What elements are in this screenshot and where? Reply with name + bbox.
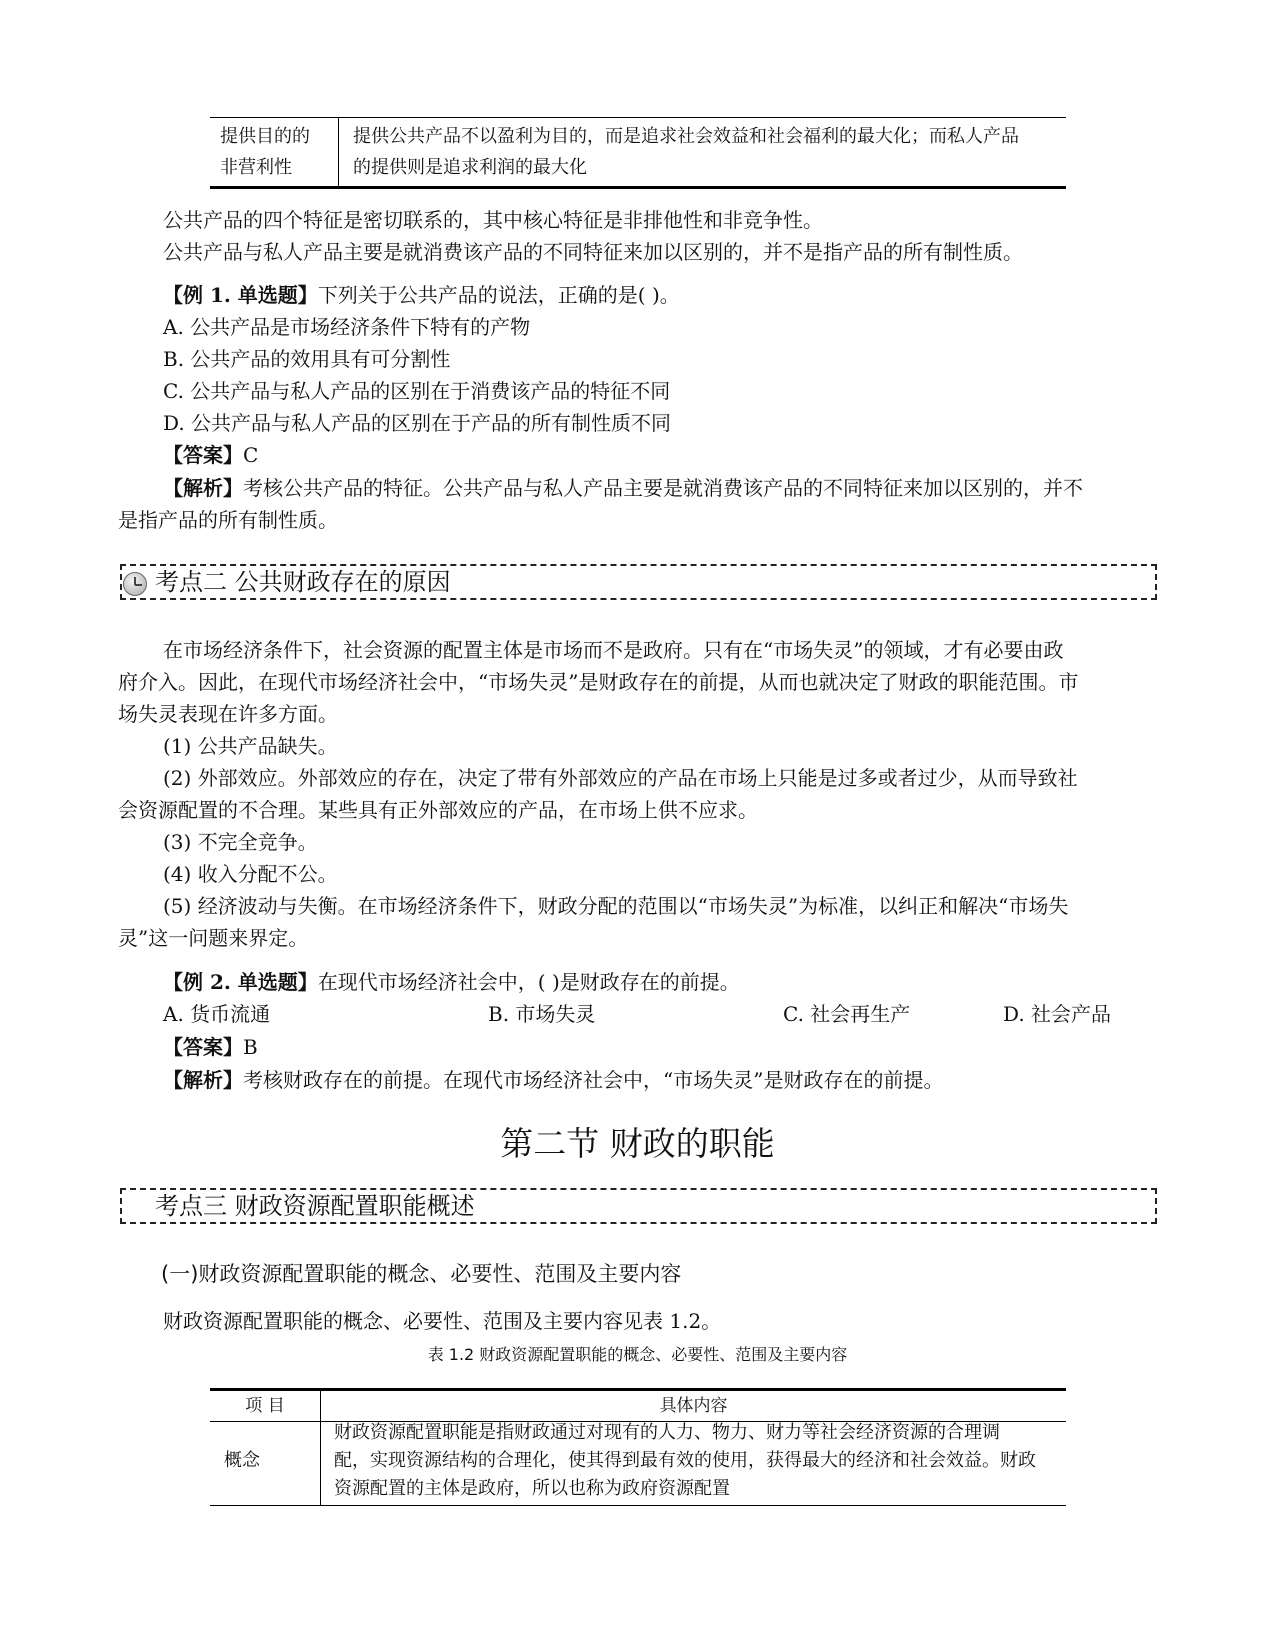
kaodian3-title: 考点三 财政资源配置职能概述 <box>155 1192 475 1220</box>
example2-analysis-tag: 【解析】 <box>163 1068 243 1092</box>
example1-answer-value: C <box>243 443 259 467</box>
example2-answer-tag: 【答案】 <box>163 1035 243 1059</box>
top-table <box>210 117 1066 189</box>
concept-table <box>210 1388 1066 1506</box>
section-title: 第二节 财政的职能 <box>500 1124 775 1163</box>
kaodian2-para-line2: 府介入。因此，在现代市场经济社会中，“市场失灵”是财政存在的前提，从而也就决定了财政的职能范围。市 <box>118 670 1079 694</box>
table-header-item: 项 目 <box>245 1396 285 1416</box>
example2-option-a: A. 货币流通 <box>163 1002 271 1026</box>
kaodian2-item1: (1) 公共产品缺失。 <box>163 734 338 758</box>
example1-option-a: A. 公共产品是市场经济条件下特有的产物 <box>163 315 531 339</box>
table-row-text-line1: 财政资源配置职能是指财政通过对现有的人力、物力、财力等社会经济资源的合理调 <box>334 1422 1000 1443</box>
example2-tag: 【例 2. 单选题】 <box>163 970 318 994</box>
intro-line2: 公共产品与私人产品主要是就消费该产品的不同特征来加以区别的，并不是指产品的所有制性质。 <box>163 240 1023 264</box>
table-caption: 表 1.2 财政资源配置职能的概念、必要性、范围及主要内容 <box>427 1345 848 1364</box>
table-row-label: 概念 <box>224 1450 260 1471</box>
example1-tag: 【例 1. 单选题】 <box>163 283 318 307</box>
example1-option-b: B. 公共产品的效用具有可分割性 <box>163 347 451 371</box>
example1-analysis-tag: 【解析】 <box>163 476 243 500</box>
kaodian2-para-line3: 场失灵表现在许多方面。 <box>118 702 338 726</box>
example2-option-d: D. 社会产品 <box>1003 1002 1112 1026</box>
table-header-content: 具体内容 <box>659 1396 728 1416</box>
example1-option-c: C. 公共产品与私人产品的区别在于消费该产品的特征不同 <box>163 379 671 403</box>
table-row-text-line2: 配，实现资源结构的合理化，使其得到最有效的使用，获得最大的经济和社会效益。财政 <box>334 1450 1036 1471</box>
example2-analysis-text: 考核财政存在的前提。在现代市场经济社会中，“市场失灵”是财政存在的前提。 <box>243 1068 944 1092</box>
example2-question <box>163 966 740 998</box>
kaodian2-item2-line1: (2) 外部效应。外部效应的存在，决定了带有外部效应的产品在市场上只能是过多或者过少，从而导致社 <box>163 766 1078 790</box>
kaodian2-para-line1: 在市场经济条件下，社会资源的配置主体是市场而不是政府。只有在“市场失灵”的领域，才有必要由政 <box>163 638 1064 662</box>
example1-answer <box>163 439 258 471</box>
kaodian2-title: 考点二 公共财政存在的原因 <box>155 568 451 596</box>
example1-answer-tag: 【答案】 <box>163 443 243 467</box>
table-row-text-line3: 资源配置的主体是政府，所以也称为政府资源配置 <box>334 1478 730 1499</box>
example2-answer-value: B <box>243 1035 258 1059</box>
example1-analysis-line1 <box>163 472 1083 504</box>
example2-analysis <box>163 1064 943 1096</box>
example1-analysis-text: 考核公共产品的特征。公共产品与私人产品主要是就消费该产品的不同特征来加以区别的，并不 <box>243 476 1083 500</box>
example1-question <box>163 279 680 311</box>
top-table-label-line1: 提供目的的 <box>220 126 310 147</box>
kaodian2-item5-line1: (5) 经济波动与失衡。在市场经济条件下，财政分配的范围以“市场失灵”为标准，以纠正和解决“市场失 <box>163 894 1069 918</box>
example1-analysis-line2: 是指产品的所有制性质。 <box>118 508 338 532</box>
example2-question-text: 在现代市场经济社会中，( )是财政存在的前提。 <box>317 970 740 994</box>
kaodian2-item3: (3) 不完全竞争。 <box>163 830 318 854</box>
clock-icon <box>123 572 147 596</box>
kaodian2-item5-line2: 灵”这一问题来界定。 <box>118 926 309 950</box>
kaodian2-item2-line2: 会资源配置的不合理。某些具有正外部效应的产品，在市场上供不应求。 <box>118 798 758 822</box>
top-table-text-line2: 的提供则是追求利润的最大化 <box>353 157 587 178</box>
top-table-text-line1: 提供公共产品不以盈利为目的，而是追求社会效益和社会福利的最大化；而私人产品 <box>353 126 1019 147</box>
top-table-label-line2: 非营利性 <box>220 157 292 178</box>
example2-option-c: C. 社会再生产 <box>783 1002 911 1026</box>
example2-option-b: B. 市场失灵 <box>488 1002 596 1026</box>
kaodian2-item4: (4) 收入分配不公。 <box>163 862 338 886</box>
example1-question-text: 下列关于公共产品的说法，正确的是( )。 <box>317 283 680 307</box>
kaodian3-subheading: (一)财政资源配置职能的概念、必要性、范围及主要内容 <box>161 1262 682 1286</box>
example2-answer <box>163 1031 258 1063</box>
example1-option-d: D. 公共产品与私人产品的区别在于产品的所有制性质不同 <box>163 411 672 435</box>
kaodian3-intro: 财政资源配置职能的概念、必要性、范围及主要内容见表 1.2。 <box>163 1309 722 1333</box>
intro-line1: 公共产品的四个特征是密切联系的，其中核心特征是非排他性和非竞争性。 <box>163 208 823 232</box>
